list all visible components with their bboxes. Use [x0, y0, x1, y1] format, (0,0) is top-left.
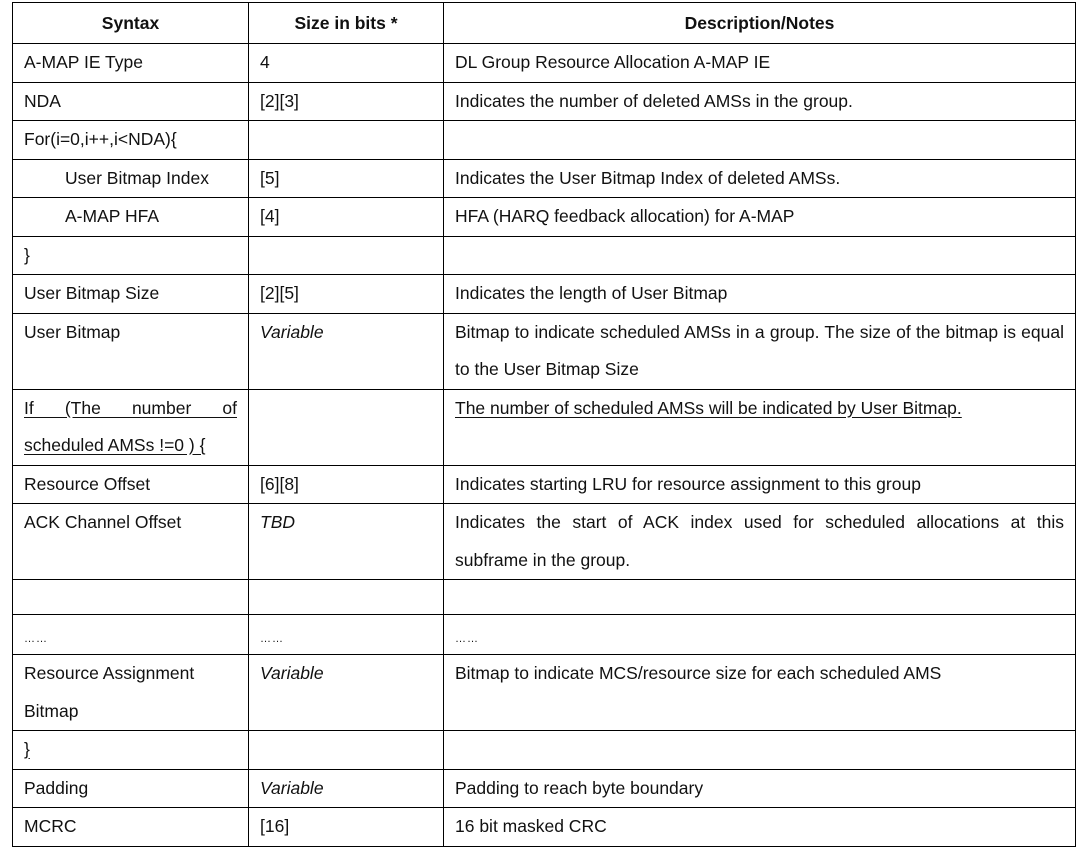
- syntax-cell: [13, 44, 249, 83]
- syntax-cell: [13, 808, 249, 847]
- table-row: [13, 82, 1076, 121]
- header-row: [13, 3, 1076, 44]
- description-cell-text: The number of scheduled AMSs will be indicated by User Bitmap.: [455, 398, 962, 418]
- size-cell-text: 4: [260, 52, 270, 72]
- syntax-cell: [13, 731, 249, 770]
- size-cell: [249, 198, 444, 237]
- syntax-cell: [13, 275, 249, 314]
- size-cell-text: [6][8]: [260, 474, 299, 494]
- syntax-cell-text: Resource Offset: [24, 474, 150, 494]
- description-cell: [444, 655, 1076, 731]
- size-cell: [249, 655, 444, 731]
- syntax-cell: [13, 159, 249, 198]
- description-cell: [444, 580, 1076, 615]
- syntax-cell: [13, 504, 249, 580]
- syntax-cell: [13, 313, 249, 389]
- size-cell-text: Variable: [260, 778, 324, 798]
- header-size: Size in bits *: [249, 3, 444, 44]
- table-row: [13, 769, 1076, 808]
- header-description: Description/Notes: [444, 3, 1076, 44]
- table-row: [13, 504, 1076, 580]
- table-row: [13, 198, 1076, 237]
- description-cell-text: Indicates the length of User Bitmap: [455, 283, 727, 303]
- size-cell: [249, 159, 444, 198]
- header-syntax: Syntax: [13, 3, 249, 44]
- table-row: [13, 615, 1076, 655]
- description-cell: [444, 731, 1076, 770]
- description-cell-text: ……: [455, 633, 479, 645]
- size-cell-text: [2][5]: [260, 283, 299, 303]
- syntax-cell: [13, 465, 249, 504]
- size-cell: [249, 808, 444, 847]
- table-row: [13, 275, 1076, 314]
- description-cell-text: DL Group Resource Allocation A-MAP IE: [455, 52, 770, 72]
- size-cell: [249, 313, 444, 389]
- size-cell: [249, 275, 444, 314]
- syntax-cell-text: A-MAP HFA: [65, 206, 159, 226]
- description-cell: [444, 769, 1076, 808]
- description-cell-text: Indicates the User Bitmap Index of deleted AMSs.: [455, 168, 840, 188]
- description-cell: [444, 236, 1076, 275]
- size-cell: [249, 389, 444, 465]
- table-row: [13, 655, 1076, 731]
- size-cell: [249, 580, 444, 615]
- syntax-cell: [13, 655, 249, 731]
- table-row: [13, 159, 1076, 198]
- syntax-cell: [13, 121, 249, 160]
- syntax-cell: [13, 82, 249, 121]
- syntax-cell-text: }: [24, 245, 30, 265]
- table-row: [13, 121, 1076, 160]
- table-row: [13, 44, 1076, 83]
- size-cell-text: Variable: [260, 663, 324, 683]
- size-cell-text: [2][3]: [260, 91, 299, 111]
- description-cell-text: Padding to reach byte boundary: [455, 778, 703, 798]
- size-cell-text: ……: [260, 633, 284, 645]
- size-cell: [249, 236, 444, 275]
- syntax-cell-text: For(i=0,i++,i<NDA){: [24, 129, 177, 149]
- description-cell: [444, 198, 1076, 237]
- syntax-cell-text: MCRC: [24, 816, 77, 836]
- table-row: [13, 465, 1076, 504]
- size-cell: [249, 121, 444, 160]
- size-cell-text: TBD: [260, 512, 295, 532]
- syntax-cell-text: }: [24, 739, 30, 759]
- syntax-cell-text: ……: [24, 633, 48, 645]
- table-row: [13, 808, 1076, 847]
- syntax-cell-text: ACK Channel Offset: [24, 512, 181, 532]
- syntax-cell-text: User Bitmap Size: [24, 283, 159, 303]
- table-row: [13, 389, 1076, 465]
- size-cell-text: [16]: [260, 816, 289, 836]
- table-row: [13, 236, 1076, 275]
- table-row: [13, 313, 1076, 389]
- syntax-cell: [13, 580, 249, 615]
- description-cell-text: 16 bit masked CRC: [455, 816, 607, 836]
- description-cell-text: Indicates starting LRU for resource assignment to this group: [455, 474, 921, 494]
- size-cell-text: [4]: [260, 206, 279, 226]
- dl-group-resource-allocation-table: [12, 2, 1076, 847]
- size-cell: [249, 44, 444, 83]
- description-cell-text: Bitmap to indicate MCS/resource size for each scheduled AMS: [455, 663, 941, 683]
- description-cell-text: Indicates the start of ACK index used for scheduled allocations at this subframe in the group.: [455, 512, 1064, 570]
- size-cell: [249, 769, 444, 808]
- description-cell: [444, 82, 1076, 121]
- description-cell: [444, 121, 1076, 160]
- table-body: [13, 44, 1076, 847]
- size-cell: [249, 504, 444, 580]
- description-cell: [444, 44, 1076, 83]
- description-cell-text: Bitmap to indicate scheduled AMSs in a group. The size of the bitmap is equal to the User Bitmap Size: [455, 322, 1064, 380]
- description-cell: [444, 389, 1076, 465]
- syntax-cell-text: A-MAP IE Type: [24, 52, 143, 72]
- size-cell: [249, 615, 444, 655]
- description-cell: [444, 159, 1076, 198]
- size-cell: [249, 731, 444, 770]
- syntax-cell: [13, 769, 249, 808]
- size-cell: [249, 465, 444, 504]
- size-cell-text: [5]: [260, 168, 279, 188]
- syntax-cell: [13, 389, 249, 465]
- syntax-cell-text: User Bitmap Index: [65, 168, 209, 188]
- syntax-cell: [13, 198, 249, 237]
- description-cell: [444, 465, 1076, 504]
- syntax-cell: [13, 615, 249, 655]
- description-cell: [444, 615, 1076, 655]
- syntax-cell-text: If (The number of scheduled AMSs !=0 ) {: [24, 398, 237, 456]
- description-cell: [444, 313, 1076, 389]
- syntax-cell: [13, 236, 249, 275]
- description-cell: [444, 504, 1076, 580]
- description-cell: [444, 275, 1076, 314]
- size-cell-text: Variable: [260, 322, 324, 342]
- syntax-cell-text: Padding: [24, 778, 88, 798]
- description-cell-text: HFA (HARQ feedback allocation) for A-MAP: [455, 206, 794, 226]
- syntax-cell-text: Resource Assignment Bitmap: [24, 663, 194, 721]
- table-row: [13, 580, 1076, 615]
- size-cell: [249, 82, 444, 121]
- description-cell-text: Indicates the number of deleted AMSs in the group.: [455, 91, 853, 111]
- table-row: [13, 731, 1076, 770]
- syntax-cell-text: User Bitmap: [24, 322, 120, 342]
- description-cell: [444, 808, 1076, 847]
- syntax-cell-text: NDA: [24, 91, 61, 111]
